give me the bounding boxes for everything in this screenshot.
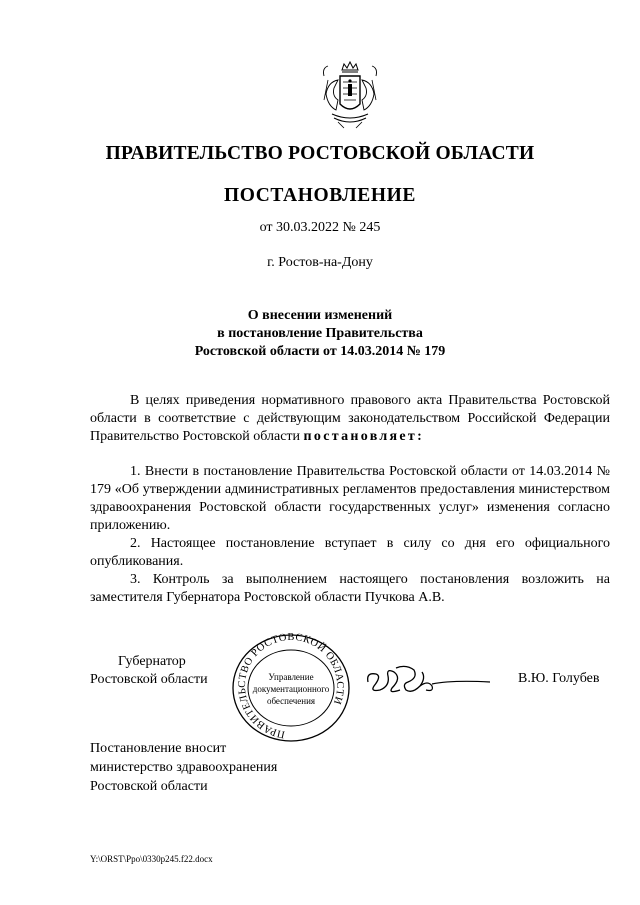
intro-section bbox=[90, 392, 610, 446]
subject-line-3: Ростовской области от 14.03.2014 № 179 bbox=[194, 344, 446, 359]
intro-text: В целях приведения нормативного правового акта Правительства Ростовской области в соответствие с действующим законодательством Российской Федерации Правительство Ростовской области bbox=[90, 393, 610, 444]
organization-heading: ПРАВИТЕЛЬСТВО РОСТОВСКОЙ ОБЛАСТИ bbox=[105, 143, 535, 164]
document-type-heading: ПОСТАНОВЛЕНИЕ bbox=[223, 185, 417, 206]
subject-line-1: О внесении изменений bbox=[247, 308, 393, 323]
signatory-position-line-1: Губернатор bbox=[118, 654, 186, 669]
document-subject bbox=[0, 307, 640, 361]
decree-item-1: 1. Внести в постановление Правительства Ростовской области от 14.03.2014 № 179 «Об утверждении административных регламентов предоставления министерством здравоохранения Ростовской области государственных услуг» изменения согласно приложению. bbox=[90, 464, 610, 533]
stamp-inner-line-3: обеспечения bbox=[266, 696, 316, 706]
signatory-position-line-2: Ростовской области bbox=[90, 672, 208, 687]
signatory-name: В.Ю. Голубев bbox=[518, 671, 600, 686]
date-number-line: от 30.03.2022 № 245 bbox=[259, 220, 381, 235]
decree-item-3: 3. Контроль за выполнением настоящего постановления возложить на заместителя Губернатора Ростовской области Пучкова А.В. bbox=[90, 572, 610, 605]
subject-line-2: в постановление Правительства bbox=[217, 326, 423, 341]
office-stamp bbox=[226, 632, 356, 744]
decree-word: постановляет: bbox=[303, 429, 425, 444]
submitted-by-line-2: министерство здравоохранения bbox=[90, 760, 278, 775]
decree-item-2: 2. Настоящее постановление вступает в силу со дня его официального опубликования. bbox=[90, 536, 610, 569]
intro-paragraph bbox=[90, 392, 610, 446]
signatory-position bbox=[90, 653, 208, 689]
stamp-ring-text: ПРАВИТЕЛЬСТВО РОСТОВСКОЙ ОБЛАСТИ bbox=[236, 632, 346, 740]
coat-of-arms-emblem bbox=[318, 60, 382, 130]
handwritten-signature bbox=[362, 660, 492, 700]
city-line: г. Ростов-на-Дону bbox=[267, 255, 373, 270]
submitted-by-note bbox=[90, 739, 277, 796]
decree-items bbox=[90, 463, 610, 607]
submitted-by-line-1: Постановление вносит bbox=[90, 741, 227, 756]
file-path: Y:\ORST\Ppo\0330p245.f22.docx bbox=[90, 854, 213, 864]
submitted-by-line-3: Ростовской области bbox=[90, 779, 208, 794]
stamp-inner-line-2: документационного bbox=[252, 684, 330, 694]
stamp-inner-line-1: Управление bbox=[268, 672, 314, 682]
